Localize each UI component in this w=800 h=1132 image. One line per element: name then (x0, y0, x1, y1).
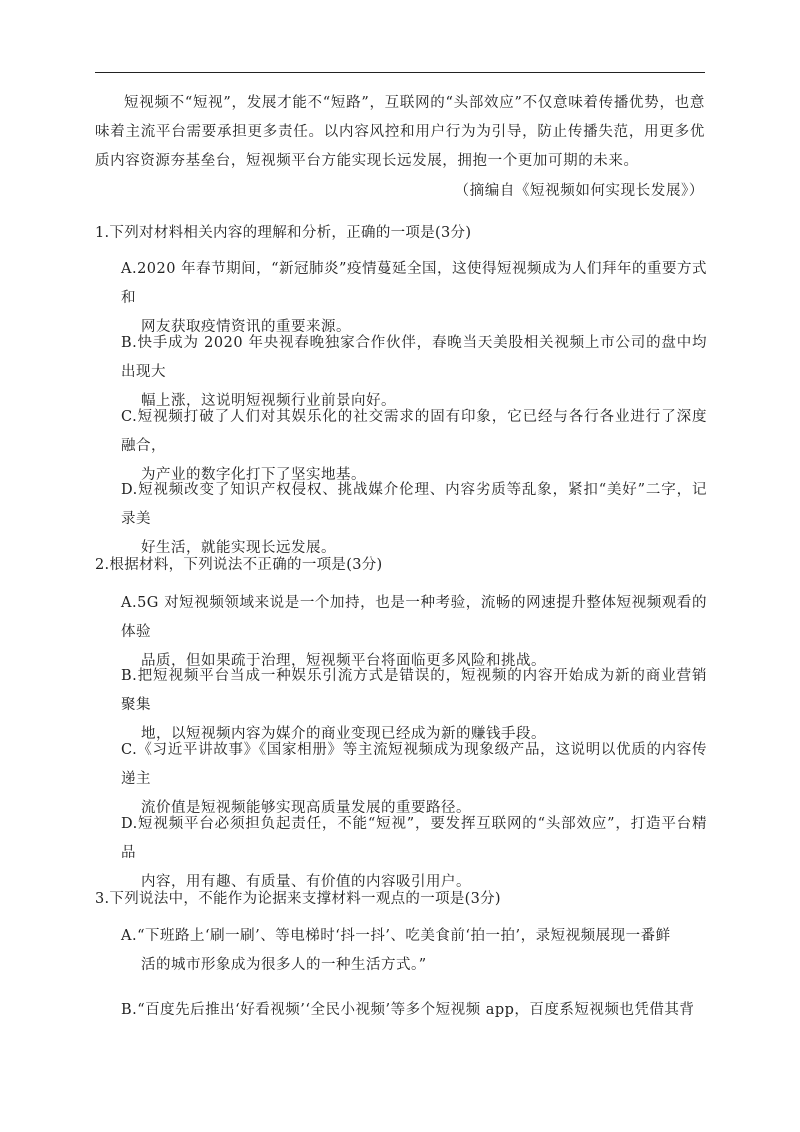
question-2-option-d[interactable] (121, 810, 707, 897)
passage-source: （摘编自《短视频如何实现长发展》） (454, 183, 704, 199)
option-line: 为产业的数字化打下了坚实地基。 (141, 467, 366, 483)
option-line: D.短视频平台必须担负起责任，不能“短视”，要发挥互联网的“头部效应”，打造平台精品 (121, 816, 707, 861)
option-line: 好生活，就能实现长远发展。 (141, 540, 336, 556)
option-line: A.2020 年春节期间，“新冠肺炎”疫情蔓延全国，这使得短视频成为人们拜年的重要方式和 (121, 261, 707, 306)
question-3-option-a[interactable] (121, 922, 707, 980)
option-line: 地，以短视频内容为媒介的商业变现已经成为新的赚钱手段。 (141, 726, 546, 742)
question-3-option-b[interactable] (121, 996, 707, 1025)
option-line: B.快手成为 2020 年央视春晚独家合作伙伴，春晚当天美股相关视频上市公司的盘中均出现大 (121, 335, 707, 380)
option-line: B.把短视频平台当成一种娱乐引流方式是错误的，短视频的内容开始成为新的商业营销聚集 (121, 668, 707, 713)
question-1-option-d[interactable] (121, 476, 707, 563)
option-line: 网友获取疫情资讯的重要来源。 (141, 319, 351, 335)
header-rule (95, 72, 705, 73)
option-line: 活的城市形象成为很多人的一种生活方式。” (141, 957, 427, 973)
option-line: B.“百度先后推出‘好看视频’‘全民小视频’等多个短视频 app，百度系短视频也凭借其背 (121, 1002, 695, 1018)
option-line: C.短视频打破了人们对其娱乐化的社交需求的固有印象，它已经与各行各业进行了深度融合， (121, 409, 707, 454)
question-1-stem: 1.下列对材料相关内容的理解和分析，正确的一项是(3分) (95, 225, 472, 241)
option-line: 幅上涨，这说明短视频行业前景向好。 (141, 393, 396, 409)
option-line: D.短视频改变了知识产权侵权、挑战媒介伦理、内容劣质等乱象，紧扣“美好”二字，记录美 (121, 482, 707, 527)
option-line: 流价值是短视频能够实现高质量发展的重要路径。 (141, 800, 471, 816)
option-line: A.“下班路上‘刷一刷’、等电梯时‘抖一抖’、吃美食前‘拍一拍’，录短视频展现一番鲜 (121, 928, 671, 944)
option-line: 内容，用有趣、有质量、有价值的内容吸引用户。 (141, 874, 471, 890)
option-line: A.5G 对短视频领域来说是一个加持，也是一种考验，流畅的网速提升整体短视频观看的体验 (121, 595, 707, 640)
option-line: C.《习近平讲故事》《国家相册》等主流短视频成为现象级产品，这说明以优质的内容传递主 (121, 742, 707, 787)
question-3-stem: 3.下列说法中，不能作为论据来支撑材料一观点的一项是(3分) (95, 891, 501, 907)
option-line: 品质，但如果疏于治理，短视频平台将面临更多风险和挑战。 (141, 653, 546, 669)
question-2-stem: 2.根据材料，下列说法不正确的一项是(3分) (95, 557, 383, 573)
passage-paragraph: 短视频不“短视”，发展才能不“短路”，互联网的“头部效应”不仅意味着传播优势，也意味着主流平台需要承担更多责任。以内容风控和用户行为为引导，防止传播失范，用更多优质内容资源夯基垒台，短视频平台方能实现长远发展，拥抱一个更加可期的未来。 (95, 95, 705, 169)
